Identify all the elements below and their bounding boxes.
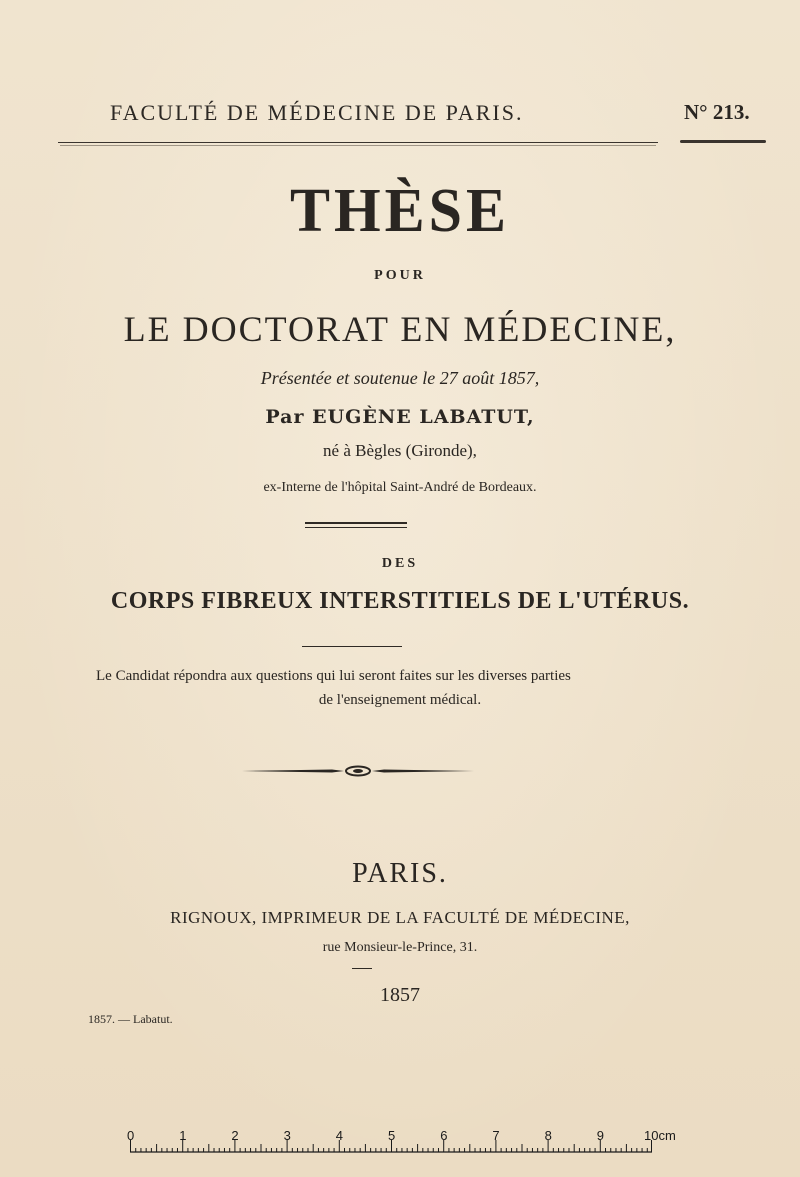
ruler-label: 5 xyxy=(388,1128,396,1143)
imprint-year: 1857 xyxy=(380,984,420,1006)
printer-line: RIGNOUX, IMPRIMEUR DE LA FACULTÉ DE MÉDECINE, xyxy=(170,908,630,927)
ruler-label: 6 xyxy=(440,1128,448,1143)
ruler-label: 4 xyxy=(335,1128,344,1143)
ruler-label: 7 xyxy=(492,1128,500,1143)
ruler-label: 8 xyxy=(544,1128,552,1143)
author-line: Par EUGÈNE LABATUT, xyxy=(265,406,535,428)
ruler-label: 2 xyxy=(231,1128,239,1143)
ruler-label: 3 xyxy=(283,1128,291,1143)
catalog-note: 1857. — Labatut. xyxy=(88,1012,173,1026)
subject-divider xyxy=(302,646,402,647)
faculty-header: FACULTÉ DE MÉDECINE DE PARIS. xyxy=(110,100,524,125)
thesis-title: THÈSE xyxy=(289,175,511,245)
thesis-number: N° 213. xyxy=(684,100,750,124)
ruler-label: 1 xyxy=(179,1128,187,1143)
defense-date-line: Présentée et soutenue le 27 août 1857, xyxy=(260,368,540,388)
number-rule xyxy=(680,140,766,143)
divider-double-bottom xyxy=(305,527,407,528)
doctorate-heading: LE DOCTORAT EN MÉDECINE, xyxy=(123,309,677,349)
birthplace-line: né à Bègles (Gironde), xyxy=(323,441,477,460)
divider-double-top xyxy=(305,522,407,524)
ex-interne-line: ex-Interne de l'hôpital Saint-André de Bordeaux. xyxy=(263,480,537,495)
pour-label: POUR xyxy=(374,268,426,283)
candidate-note-line1: Le Candidat répondra aux questions qui lui seront faites sur les diverses parties xyxy=(96,668,571,684)
ornament-divider xyxy=(240,764,476,778)
imprint-city: PARIS. xyxy=(352,858,448,889)
header-rule-secondary xyxy=(60,145,656,146)
des-label: DES xyxy=(381,556,419,571)
header-rule xyxy=(58,142,658,143)
printer-address: rue Monsieur-le-Prince, 31. xyxy=(322,940,478,955)
subject-title: CORPS FIBREUX INTERSTITIELS DE L'UTÉRUS. xyxy=(110,588,690,614)
ruler-label: 10cm xyxy=(644,1128,676,1143)
short-rule xyxy=(352,968,372,969)
candidate-note-line2: de l'enseignement médical. xyxy=(318,692,482,708)
ruler-label: 0 xyxy=(127,1128,135,1143)
ruler-label: 9 xyxy=(596,1128,605,1143)
